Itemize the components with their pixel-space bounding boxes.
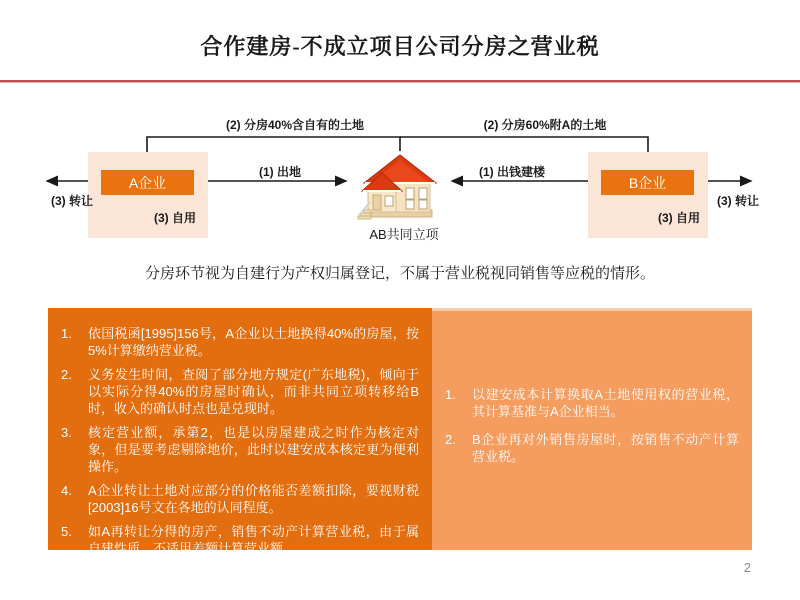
house-icon: [356, 152, 444, 222]
right-panel: [432, 308, 752, 550]
item-text: B企业再对外销售房屋时，按销售不动产计算营业税。: [472, 431, 739, 464]
edge-label-selfuse-b: (3) 自用: [658, 211, 701, 225]
edge-label-transfer-b: (3) 转让: [716, 194, 759, 208]
list-item: [445, 386, 739, 421]
edge-label-share-a: (2) 分房40%含自有的土地: [225, 118, 365, 132]
list-item: [61, 366, 419, 417]
list-item: [61, 523, 419, 557]
edge-label-share-b: (2) 分房60%附A的土地: [483, 118, 607, 132]
item-number: 2.: [61, 367, 72, 382]
item-number: 4.: [61, 483, 72, 498]
item-number: 2.: [445, 431, 456, 447]
slide-title: 合作建房-不成立项目公司分房之营业税: [200, 34, 600, 59]
item-number: 5.: [61, 524, 72, 539]
item-number: 1.: [61, 326, 72, 341]
house-label: AB共同立项: [369, 227, 439, 242]
entity-a-box: [101, 170, 194, 195]
list-item: [445, 431, 739, 466]
title-divider-line: [0, 80, 800, 82]
flow-diagram: [0, 100, 800, 252]
entity-b-label: B企业: [628, 174, 667, 191]
edge-label-selfuse-a: (3) 自用: [154, 211, 197, 225]
item-text: A企业转让土地对应部分的价格能否差额扣除，要视财税[2003]16号文在各地的认同程度。: [88, 483, 419, 515]
item-number: 1.: [445, 386, 456, 402]
item-text: 如A再转让分得的房产，销售不动产计算营业税，由于属自建性质，不适用差额计算营业额。: [88, 524, 419, 556]
item-text: 义务发生时间，查阅了部分地方规定(广东地税)，倾向于以实际分得40%的房屋时确认，而非共同立项转移给B时，收入的确认时点也是兑现时。: [88, 367, 419, 416]
edge-label-land: (1) 出地: [258, 165, 301, 179]
entity-b-box: [601, 170, 694, 195]
list-item: [61, 325, 419, 359]
list-item: [61, 482, 419, 516]
item-number: 3.: [61, 425, 72, 440]
entity-a-label: A企业: [128, 174, 167, 191]
edge-label-fund: (1) 出钱建楼: [478, 165, 545, 179]
edge-label-transfer-a: (3) 转让: [50, 194, 93, 208]
left-panel: [48, 308, 432, 556]
item-text: 依国税函[1995]156号，A企业以土地换得40%的房屋，按5%计算缴纳营业税。: [88, 326, 419, 358]
item-text: 核定营业额，承第2，也是以房屋建成之时作为核定对象，但是要考虑剔除地价，此时以建安成本核定更为便利操作。: [88, 425, 419, 474]
item-text: 以建安成本计算换取A土地使用权的营业税，其计算基准与A企业相当。: [472, 386, 739, 419]
page-number: 2: [743, 560, 751, 575]
caption-text: 分房环节视为自建行为产权归属登记，不属于营业税视同销售等应税的情形。: [144, 266, 655, 282]
list-item: [61, 424, 419, 475]
